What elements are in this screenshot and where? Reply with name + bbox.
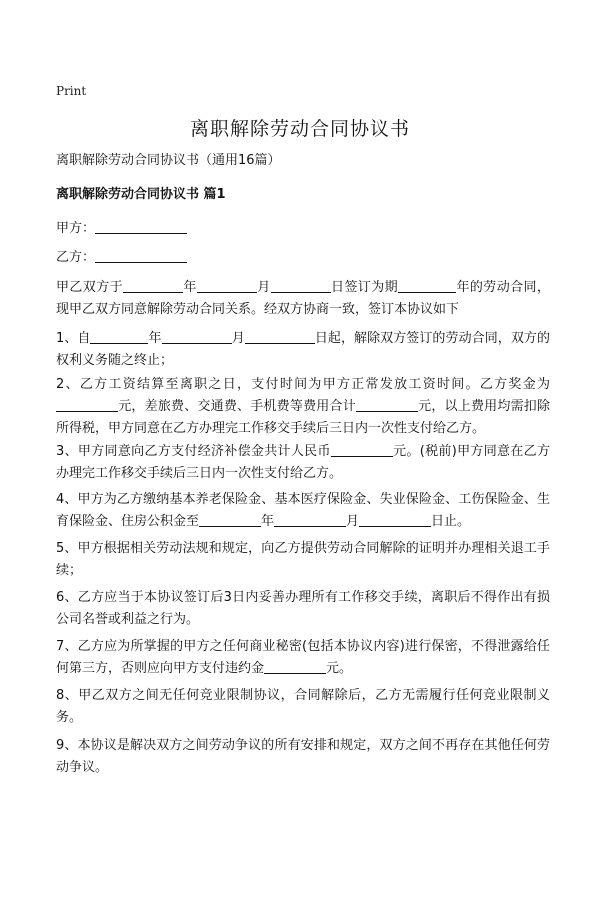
party-a-blank [95,219,187,234]
clause-2-text-2: 元，差旅费、交通费、手机费等费用合计 [118,399,356,414]
clause-2-bonus-blank [56,397,118,412]
clause-1-day-blank [245,329,315,344]
party-b-label: 乙方： [56,250,96,265]
intro-text-3: 月 [256,280,271,295]
party-b-line [56,247,550,269]
clause-1-text-3: 月 [231,331,245,346]
clause-1 [56,328,550,372]
clause-7-text-2: 元。 [326,661,353,676]
clause-4-text-2: 年 [261,514,275,529]
clause-2-text-3: 元，以上费用均需扣除所得税，甲方同意在乙方办理完工作移交手续后三日内一次性支付给乙方。 [56,399,550,436]
clause-3-amount-blank [331,442,393,457]
document-title: 离职解除劳动合同协议书 [189,118,410,140]
clause-7-text-1: 7、乙方应为所掌握的甲方之任何商业秘密(包括本协议内容)进行保密，不得泄露给任何第三方，否则应向甲方支付违约金 [56,639,550,676]
clause-3-text-1: 3、甲方同意向乙方支付经济补偿金共计人民币 [56,444,331,459]
clause-4-month-blank [274,512,346,527]
clause-4-text-4: 日止。 [431,514,471,529]
party-a-line [56,218,550,240]
intro-paragraph [56,277,550,321]
clause-1-year-blank [90,329,148,344]
intro-text-5: 年的劳动合同，现甲乙双方同意解除劳动合同关系。经双方协商一致，签订本协议如下 [56,280,550,317]
intro-text-4: 日签订为期 [330,280,399,295]
intro-year-blank [123,278,183,293]
clause-2 [56,374,550,440]
clause-5: 5、甲方根据相关劳动法规和规定，向乙方提供劳动合同解除的证明并办理相关退工手续； [56,541,550,578]
clause-4-text-3: 月 [346,514,360,529]
clause-4-text-1: 4、甲方为乙方缴纳基本养老保险金、基本医疗保险金、失业保险金、工伤保险金、生育保险金、住房公积金至 [56,492,550,529]
clause-7 [56,636,550,680]
clause-6: 6、乙方应当于本协议签订后3日内妥善办理所有工作移交手续，离职后不得作出有损公司名誉或利益之行为。 [56,590,550,627]
intro-month-blank [197,278,257,293]
clause-3 [56,441,550,485]
clause-2-text-1: 2、乙方工资结算至离职之日，支付时间为甲方正常发放工资时间。乙方奖金为 [56,377,550,392]
party-b-blank [95,248,187,263]
clause-1-text-2: 年 [148,331,162,346]
clause-2-expense-blank [356,397,418,412]
clause-1-text-1: 1、自 [56,331,91,346]
article-heading: 离职解除劳动合同协议书 篇1 [56,187,226,202]
clause-1-month-blank [162,329,232,344]
clause-4 [56,489,550,533]
clause-9: 9、本协议是解决双方之间劳动争议的所有安排和规定，双方之间不再存在其他任何劳动争议。 [56,738,550,775]
clause-1-text-4: 日起，解除双方签订的劳动合同，双方的权利义务随之终止； [56,331,550,368]
clause-4-day-blank [359,512,431,527]
intro-text-1: 甲乙双方于 [56,280,124,295]
clause-8: 8、甲乙双方之间无任何竞业限制协议，合同解除后，乙方无需履行任何竞业限制义务。 [56,688,550,725]
intro-term-blank [398,278,456,293]
print-link[interactable]: Print [56,84,87,98]
party-a-label: 甲方： [56,221,96,236]
clause-4-year-blank [199,512,261,527]
document-subtitle: 离职解除劳动合同协议书（通用16篇） [56,153,281,168]
intro-day-blank [271,278,331,293]
intro-text-2: 年 [183,280,197,295]
clause-3-text-2: 元。(税前)甲方同意在乙方办理完工作移交手续后三日内一次性支付给乙方。 [56,444,550,481]
clause-7-penalty-blank [264,659,326,674]
